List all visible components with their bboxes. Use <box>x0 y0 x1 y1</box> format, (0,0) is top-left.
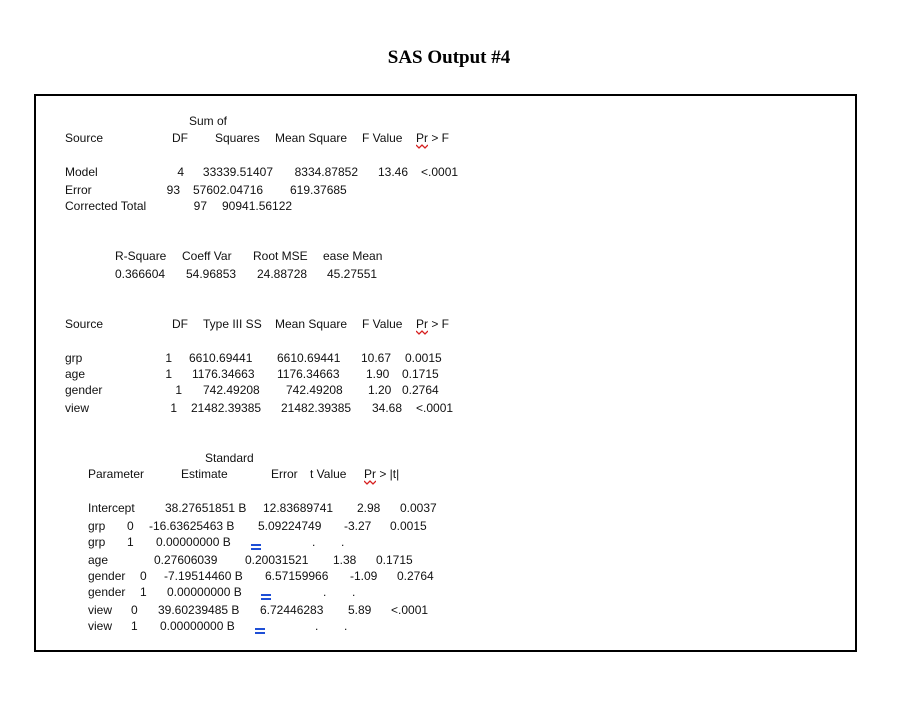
param-row-name: age <box>88 553 109 567</box>
anova-row-ms: 8334.87852 <box>294 165 358 179</box>
param-row-name: view <box>88 619 113 633</box>
param-row-p: . <box>352 585 356 599</box>
param-row-t: . <box>315 619 319 633</box>
param-row-estimate: -16.63625463 B <box>149 519 235 533</box>
params-header-tvalue: t Value <box>310 467 347 481</box>
anova-header-ms: Mean Square <box>275 131 348 145</box>
param-row-p: <.0001 <box>391 603 429 617</box>
equals-mark-icon <box>251 544 261 550</box>
param-row-estimate: 38.27651851 B <box>165 501 247 515</box>
type3-header-f: F Value <box>362 317 403 331</box>
type3-row-p: 0.0015 <box>405 351 442 365</box>
param-row-t: . <box>312 535 316 549</box>
param-row-t: -1.09 <box>350 569 378 583</box>
param-row-p: 0.0015 <box>390 519 427 533</box>
param-row-estimate: 0.00000000 B <box>167 585 242 599</box>
spellcheck-squiggle-icon <box>416 330 428 335</box>
param-row-se: 0.20031521 <box>245 553 309 567</box>
param-row-p: . <box>344 619 348 633</box>
param-row-estimate: 39.60239485 B <box>158 603 240 617</box>
type3-row-ms: 21482.39385 <box>281 401 352 415</box>
anova-row-ms: 619.37685 <box>290 183 347 197</box>
params-header-estimate: Estimate <box>181 467 228 481</box>
param-row-level: 1 <box>131 619 138 633</box>
type3-row-f: 10.67 <box>361 351 392 365</box>
fit-header-mean: ease Mean <box>323 249 383 263</box>
type3-row-f: 1.20 <box>368 383 392 397</box>
fit-value-coeffvar: 54.96853 <box>186 267 237 281</box>
param-row-p: 0.0037 <box>400 501 437 515</box>
param-row-name: grp <box>88 519 106 533</box>
param-row-name: grp <box>88 535 106 549</box>
spellcheck-squiggle-icon <box>416 144 428 149</box>
param-row-level: 0 <box>140 569 147 583</box>
anova-header-p: Pr > F <box>416 131 450 145</box>
param-row-se: 12.83689741 <box>263 501 334 515</box>
type3-row-df: 1 <box>175 383 182 397</box>
param-row-t: . <box>323 585 327 599</box>
param-row-se: 5.09224749 <box>258 519 322 533</box>
param-row-estimate: 0.00000000 B <box>160 619 235 633</box>
fit-header-rootmse: Root MSE <box>253 249 308 263</box>
page-title: SAS Output #4 <box>387 47 511 68</box>
param-row-t: 1.38 <box>333 553 357 567</box>
type3-row-f: 1.90 <box>366 367 390 381</box>
anova-row-ss: 90941.56122 <box>222 199 293 213</box>
type3-header-p: Pr > F <box>416 317 450 331</box>
type3-row-df: 1 <box>165 351 172 365</box>
fit-value-rootmse: 24.88728 <box>257 267 308 281</box>
anova-row-df: 93 <box>166 183 180 197</box>
param-row-level: 0 <box>127 519 134 533</box>
type3-header-ms: Mean Square <box>275 317 348 331</box>
type3-row-df: 1 <box>165 367 172 381</box>
type3-row-source: gender <box>65 383 103 397</box>
param-row-p: 0.2764 <box>397 569 434 583</box>
param-row-se: 6.72446283 <box>260 603 324 617</box>
param-row-estimate: 0.27606039 <box>154 553 218 567</box>
type3-row-ss: 21482.39385 <box>191 401 262 415</box>
param-row-t: 2.98 <box>357 501 381 515</box>
equals-mark-icon <box>261 594 271 600</box>
fit-value-rsquare: 0.366604 <box>115 267 166 281</box>
param-row-t: -3.27 <box>344 519 372 533</box>
param-row-name: gender <box>88 569 126 583</box>
param-row-t: 5.89 <box>348 603 372 617</box>
param-row-p: 0.1715 <box>376 553 413 567</box>
param-row-name: Intercept <box>88 501 135 515</box>
anova-header-source: Source <box>65 131 104 145</box>
type3-row-ss: 6610.69441 <box>189 351 253 365</box>
anova-row-df: 4 <box>177 165 184 179</box>
anova-row-ss: 57602.04716 <box>193 183 264 197</box>
type3-row-p: 0.1715 <box>402 367 439 381</box>
fit-value-mean: 45.27551 <box>327 267 378 281</box>
param-row-p: . <box>341 535 345 549</box>
type3-header-df: DF <box>172 317 188 331</box>
params-header-p: Pr > |t| <box>364 467 400 481</box>
anova-row-source: Error <box>65 183 92 197</box>
anova-row-source: Model <box>65 165 98 179</box>
fit-header-rsquare: R-Square <box>115 249 167 263</box>
type3-row-ms: 1176.34663 <box>277 367 340 381</box>
sum-of-label: Sum of <box>189 114 228 128</box>
param-row-level: 0 <box>131 603 138 617</box>
equals-mark-icon <box>255 628 265 634</box>
type3-row-source: view <box>65 401 90 415</box>
type3-row-ss: 742.49208 <box>203 383 260 397</box>
type3-header-ss: Type III SS <box>203 317 262 331</box>
type3-row-p: 0.2764 <box>402 383 439 397</box>
standard-label: Standard <box>205 451 254 465</box>
type3-row-p: <.0001 <box>416 401 454 415</box>
spellcheck-squiggle-icon <box>364 480 376 485</box>
param-row-level: 1 <box>140 585 147 599</box>
anova-row-source: Corrected Total <box>65 199 147 213</box>
type3-row-df: 1 <box>170 401 177 415</box>
anova-header-df: DF <box>172 131 188 145</box>
param-row-se: 6.57159966 <box>265 569 329 583</box>
anova-row-p: <.0001 <box>421 165 459 179</box>
anova-header-squares: Squares <box>215 131 260 145</box>
anova-header-f: F Value <box>362 131 403 145</box>
param-row-estimate: 0.00000000 B <box>156 535 231 549</box>
params-header-error: Error <box>271 467 298 481</box>
anova-row-df: 97 <box>193 199 207 213</box>
type3-row-f: 34.68 <box>372 401 403 415</box>
param-row-name: gender <box>88 585 126 599</box>
param-row-estimate: -7.19514460 B <box>164 569 243 583</box>
param-row-level: 1 <box>127 535 134 549</box>
anova-row-f: 13.46 <box>377 165 408 179</box>
param-row-name: view <box>88 603 113 617</box>
type3-row-ss: 1176.34663 <box>192 367 255 381</box>
params-header-parameter: Parameter <box>88 467 145 481</box>
fit-header-coeffvar: Coeff Var <box>182 249 232 263</box>
type3-row-source: age <box>65 367 86 381</box>
anova-row-ss: 33339.51407 <box>202 165 273 179</box>
type3-row-ms: 6610.69441 <box>277 351 341 365</box>
type3-row-source: grp <box>65 351 83 365</box>
type3-header-source: Source <box>65 317 104 331</box>
type3-row-ms: 742.49208 <box>286 383 343 397</box>
